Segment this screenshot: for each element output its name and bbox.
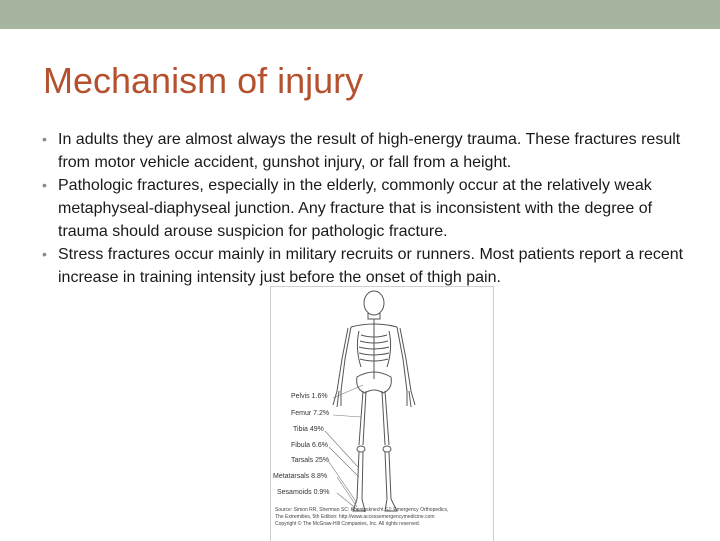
bullet-marker: • (42, 177, 47, 193)
bullet-item (42, 174, 702, 243)
bullet-item (42, 243, 702, 289)
figure-source-line: The Extremities, 5th Edition: http://www.accessemergencymedicine.com (275, 514, 435, 520)
bullet-marker: • (42, 246, 47, 262)
figure-source-line: Source: Simon RR, Sherman SC: Koenigsknecht SJ: Emergency Orthopedics, (275, 507, 449, 513)
figure-label: Fibula 6.6% (291, 442, 328, 449)
skeleton-figure (270, 286, 494, 541)
figure-source (275, 507, 489, 528)
top-band (0, 0, 720, 29)
figure-label: Pelvis 1.6% (291, 393, 328, 400)
bullet-text: Stress fractures occur mainly in military recruits or runners. Most patients report a recent increase in training intensity just before the onset of thigh pain. (58, 246, 684, 286)
bullet-marker: • (42, 131, 47, 147)
bullet-text: Pathologic fractures, especially in the elderly, commonly occur at the relatively weak metaphyseal-diaphyseal junction. Any fracture that is inconsistent with the degree of trauma should arouse suspicion for pathologic fracture. (58, 177, 653, 240)
slide-title: Mechanism of injury (43, 60, 364, 101)
bullet-list (42, 128, 702, 289)
figure-label: Tibia 49% (293, 426, 324, 433)
figure-label: Sesamoids 0.9% (277, 489, 330, 496)
figure-label: Femur 7.2% (291, 410, 330, 417)
bullet-item (42, 128, 702, 174)
figure-label: Metatarsals 8.8% (273, 473, 328, 480)
figure-label: Tarsals 25% (291, 457, 330, 464)
figure-source-line: Copyright © The McGraw-Hill Companies, Inc. All rights reserved. (275, 521, 421, 527)
bullet-text: In adults they are almost always the result of high-energy trauma. These fractures result from motor vehicle accident, gunshot injury, or fall from a height. (58, 131, 681, 171)
